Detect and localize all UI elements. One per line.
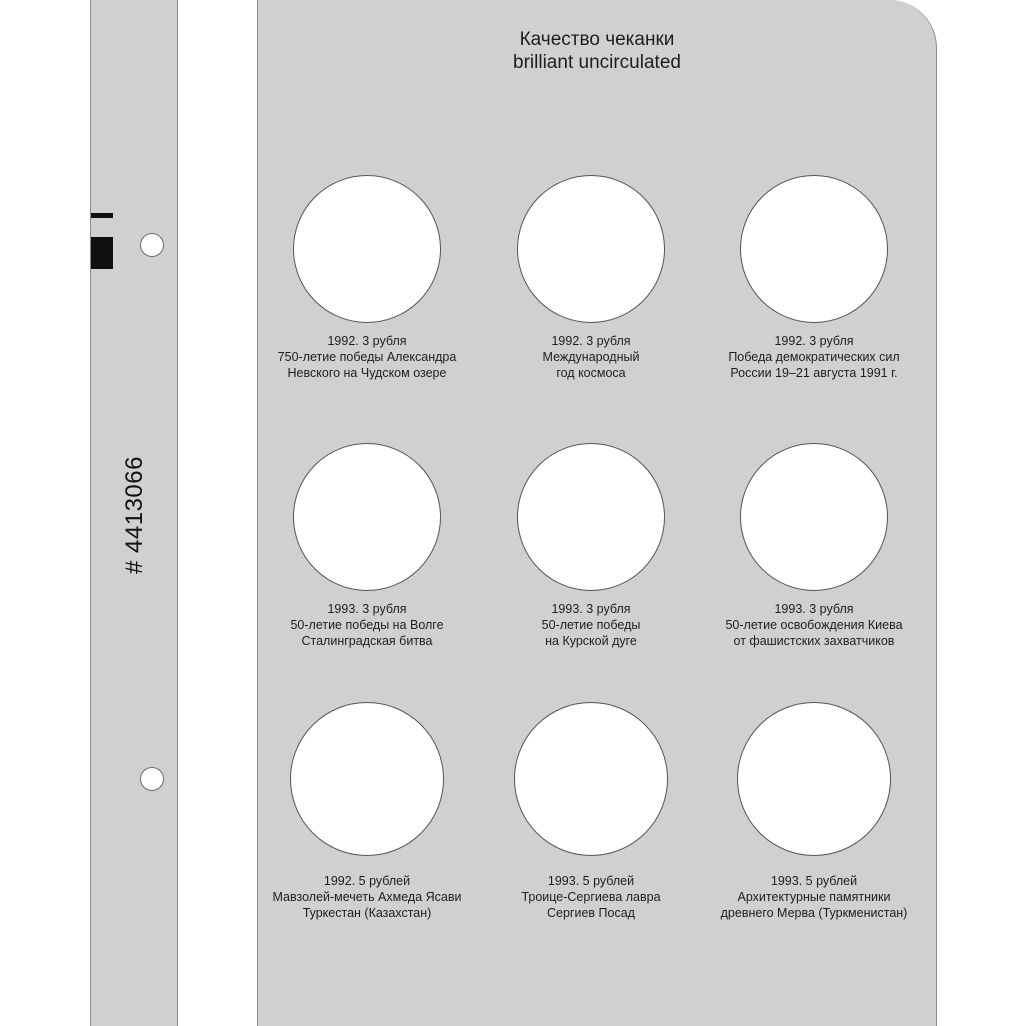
coin-slot-8[interactable] [514, 702, 668, 856]
coin-album-sheet [257, 0, 937, 1026]
coin-caption-3: 1992. 3 рубля Победа демократических сил России 19–21 августа 1991 г. [728, 334, 900, 380]
coin-caption-7: 1992. 5 рублей Мавзолей-мечеть Ахмеда Ясави Туркестан (Казахстан) [272, 874, 462, 920]
coin-slot-4[interactable] [293, 443, 441, 591]
binder-hole-bottom [140, 767, 164, 791]
coin-slot-9[interactable] [737, 702, 891, 856]
coin-slot-5[interactable] [517, 443, 665, 591]
binder-hole-top [140, 233, 164, 257]
registration-mark-block [91, 237, 113, 269]
title-russian: Качество чеканки [519, 29, 675, 50]
coin-caption-5: 1993. 3 рубля 50-летие победы на Курской дуге [541, 602, 641, 648]
sheet-title [258, 28, 936, 74]
coin-caption-1: 1992. 3 рубля 750-летие победы Александра Невского на Чудском озере [277, 334, 457, 380]
coin-slot-1[interactable] [293, 175, 441, 323]
coin-slot-7[interactable] [290, 702, 444, 856]
article-number: # 4413066 [121, 456, 148, 574]
coin-slot-6[interactable] [740, 443, 888, 591]
coin-caption-4: 1993. 3 рубля 50-летие победы на Волге Сталинградская битва [290, 602, 444, 648]
coin-caption-9: 1993. 5 рублей Архитектурные памятники древнего Мерва (Туркменистан) [720, 874, 908, 920]
registration-mark-line [91, 213, 113, 218]
coin-caption-2: 1992. 3 рубля Международный год космоса [542, 334, 640, 380]
binder-strip [90, 0, 178, 1026]
title-english: brilliant uncirculated [513, 52, 681, 73]
coin-caption-6: 1993. 3 рубля 50-летие освобождения Киева от фашистских захватчиков [725, 602, 903, 648]
coin-slot-3[interactable] [740, 175, 888, 323]
coin-slot-2[interactable] [517, 175, 665, 323]
coin-caption-8: 1993. 5 рублей Троице-Сергиева лавра Сергиев Посад [521, 874, 661, 920]
